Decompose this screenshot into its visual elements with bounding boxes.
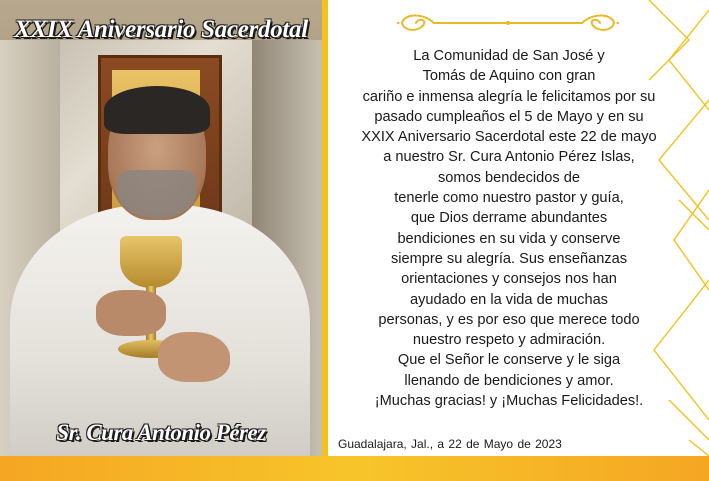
place-date: Guadalajara, Jal., a 22 de Mayo de 2023	[338, 437, 562, 451]
message-line: que Dios derrame abundantes	[410, 210, 608, 227]
photo-priest-hair	[104, 86, 210, 134]
message-line: XXIX Aniversario Sacerdotal este 22 de mayo	[361, 129, 657, 146]
photo-hand-left	[96, 290, 166, 336]
message-line: Tomás de Aquino con gran	[422, 68, 596, 85]
message-line: somos bendecidos de	[438, 169, 580, 186]
priest-photo	[0, 0, 322, 456]
message-line: ayudado en la vida de muchas	[410, 291, 608, 308]
message-line: nuestro respeto y admiración.	[412, 332, 606, 349]
message-line: a nuestro Sr. Cura Antonio Pérez Islas,	[383, 149, 635, 166]
message-line: siempre su alegría. Sus enseñanzas	[390, 250, 628, 267]
ornament-flourish	[394, 10, 622, 36]
message-line: cariño e inmensa alegría le felicitamos por su	[362, 88, 656, 105]
message-closing: ¡Muchas gracias! y ¡Muchas Felicidades!.	[374, 393, 644, 410]
message-line: Que el Señor le conserve y le siga	[397, 352, 621, 369]
message-line: La Comunidad de San José y	[413, 48, 605, 64]
photo-caption: Sr. Cura Antonio Pérez	[56, 420, 266, 445]
message-line: llenando de bendiciones y amor.	[404, 372, 614, 389]
photo-title: XXIX Aniversario Sacerdotal	[14, 16, 308, 43]
message-line: orientaciones y consejos nos han	[401, 271, 617, 288]
photo-priest-beard	[118, 170, 196, 218]
chalice-icon	[120, 236, 182, 288]
message-line: pasado cumpleaños el 5 de Mayo y en su	[374, 108, 644, 125]
message-line: tenerle como nuestro pastor y guía,	[394, 190, 624, 207]
message-line: bendiciones en su vida y conserve	[397, 230, 621, 247]
bottom-accent-bar	[0, 456, 709, 481]
message-line: personas, y es por eso que merece todo	[378, 311, 640, 328]
dedication-message	[340, 46, 678, 411]
panel-divider	[322, 0, 328, 456]
photo-hand-right	[158, 332, 230, 382]
